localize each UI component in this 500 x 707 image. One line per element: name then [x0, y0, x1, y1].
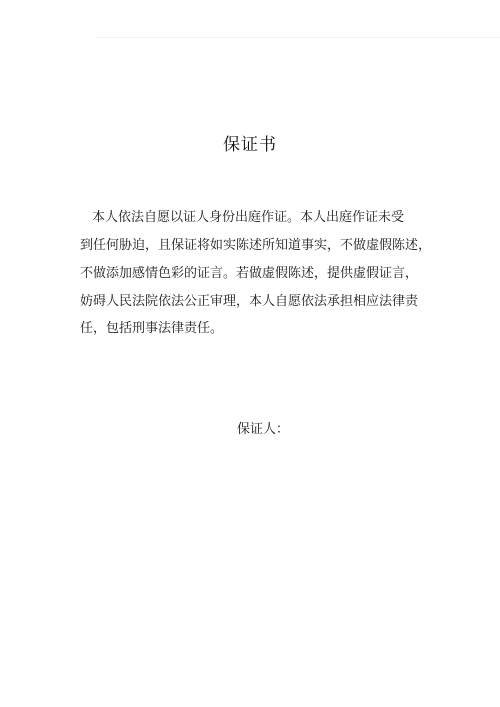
top-divider	[96, 37, 500, 38]
statement-line-1: 本人依法自愿以证人身份出庭作证。本人出庭作证未受	[92, 210, 405, 225]
signature-label: 保证人：	[237, 422, 290, 437]
statement-line-5: 任，包括刑事法律责任。	[80, 321, 224, 336]
document-title: 保证书	[223, 135, 277, 155]
statement-line-3: 不做添加感情色彩的证言。若做虚假陈述，提供虚假证言，	[80, 266, 419, 281]
statement-line-2: 到任何胁迫，且保证将如实陈述所知道事实，不做虚假陈述，	[80, 238, 432, 253]
statement-line-4: 妨碍人民法院依法公正审理，本人自愿依法承担相应法律责	[80, 294, 419, 309]
